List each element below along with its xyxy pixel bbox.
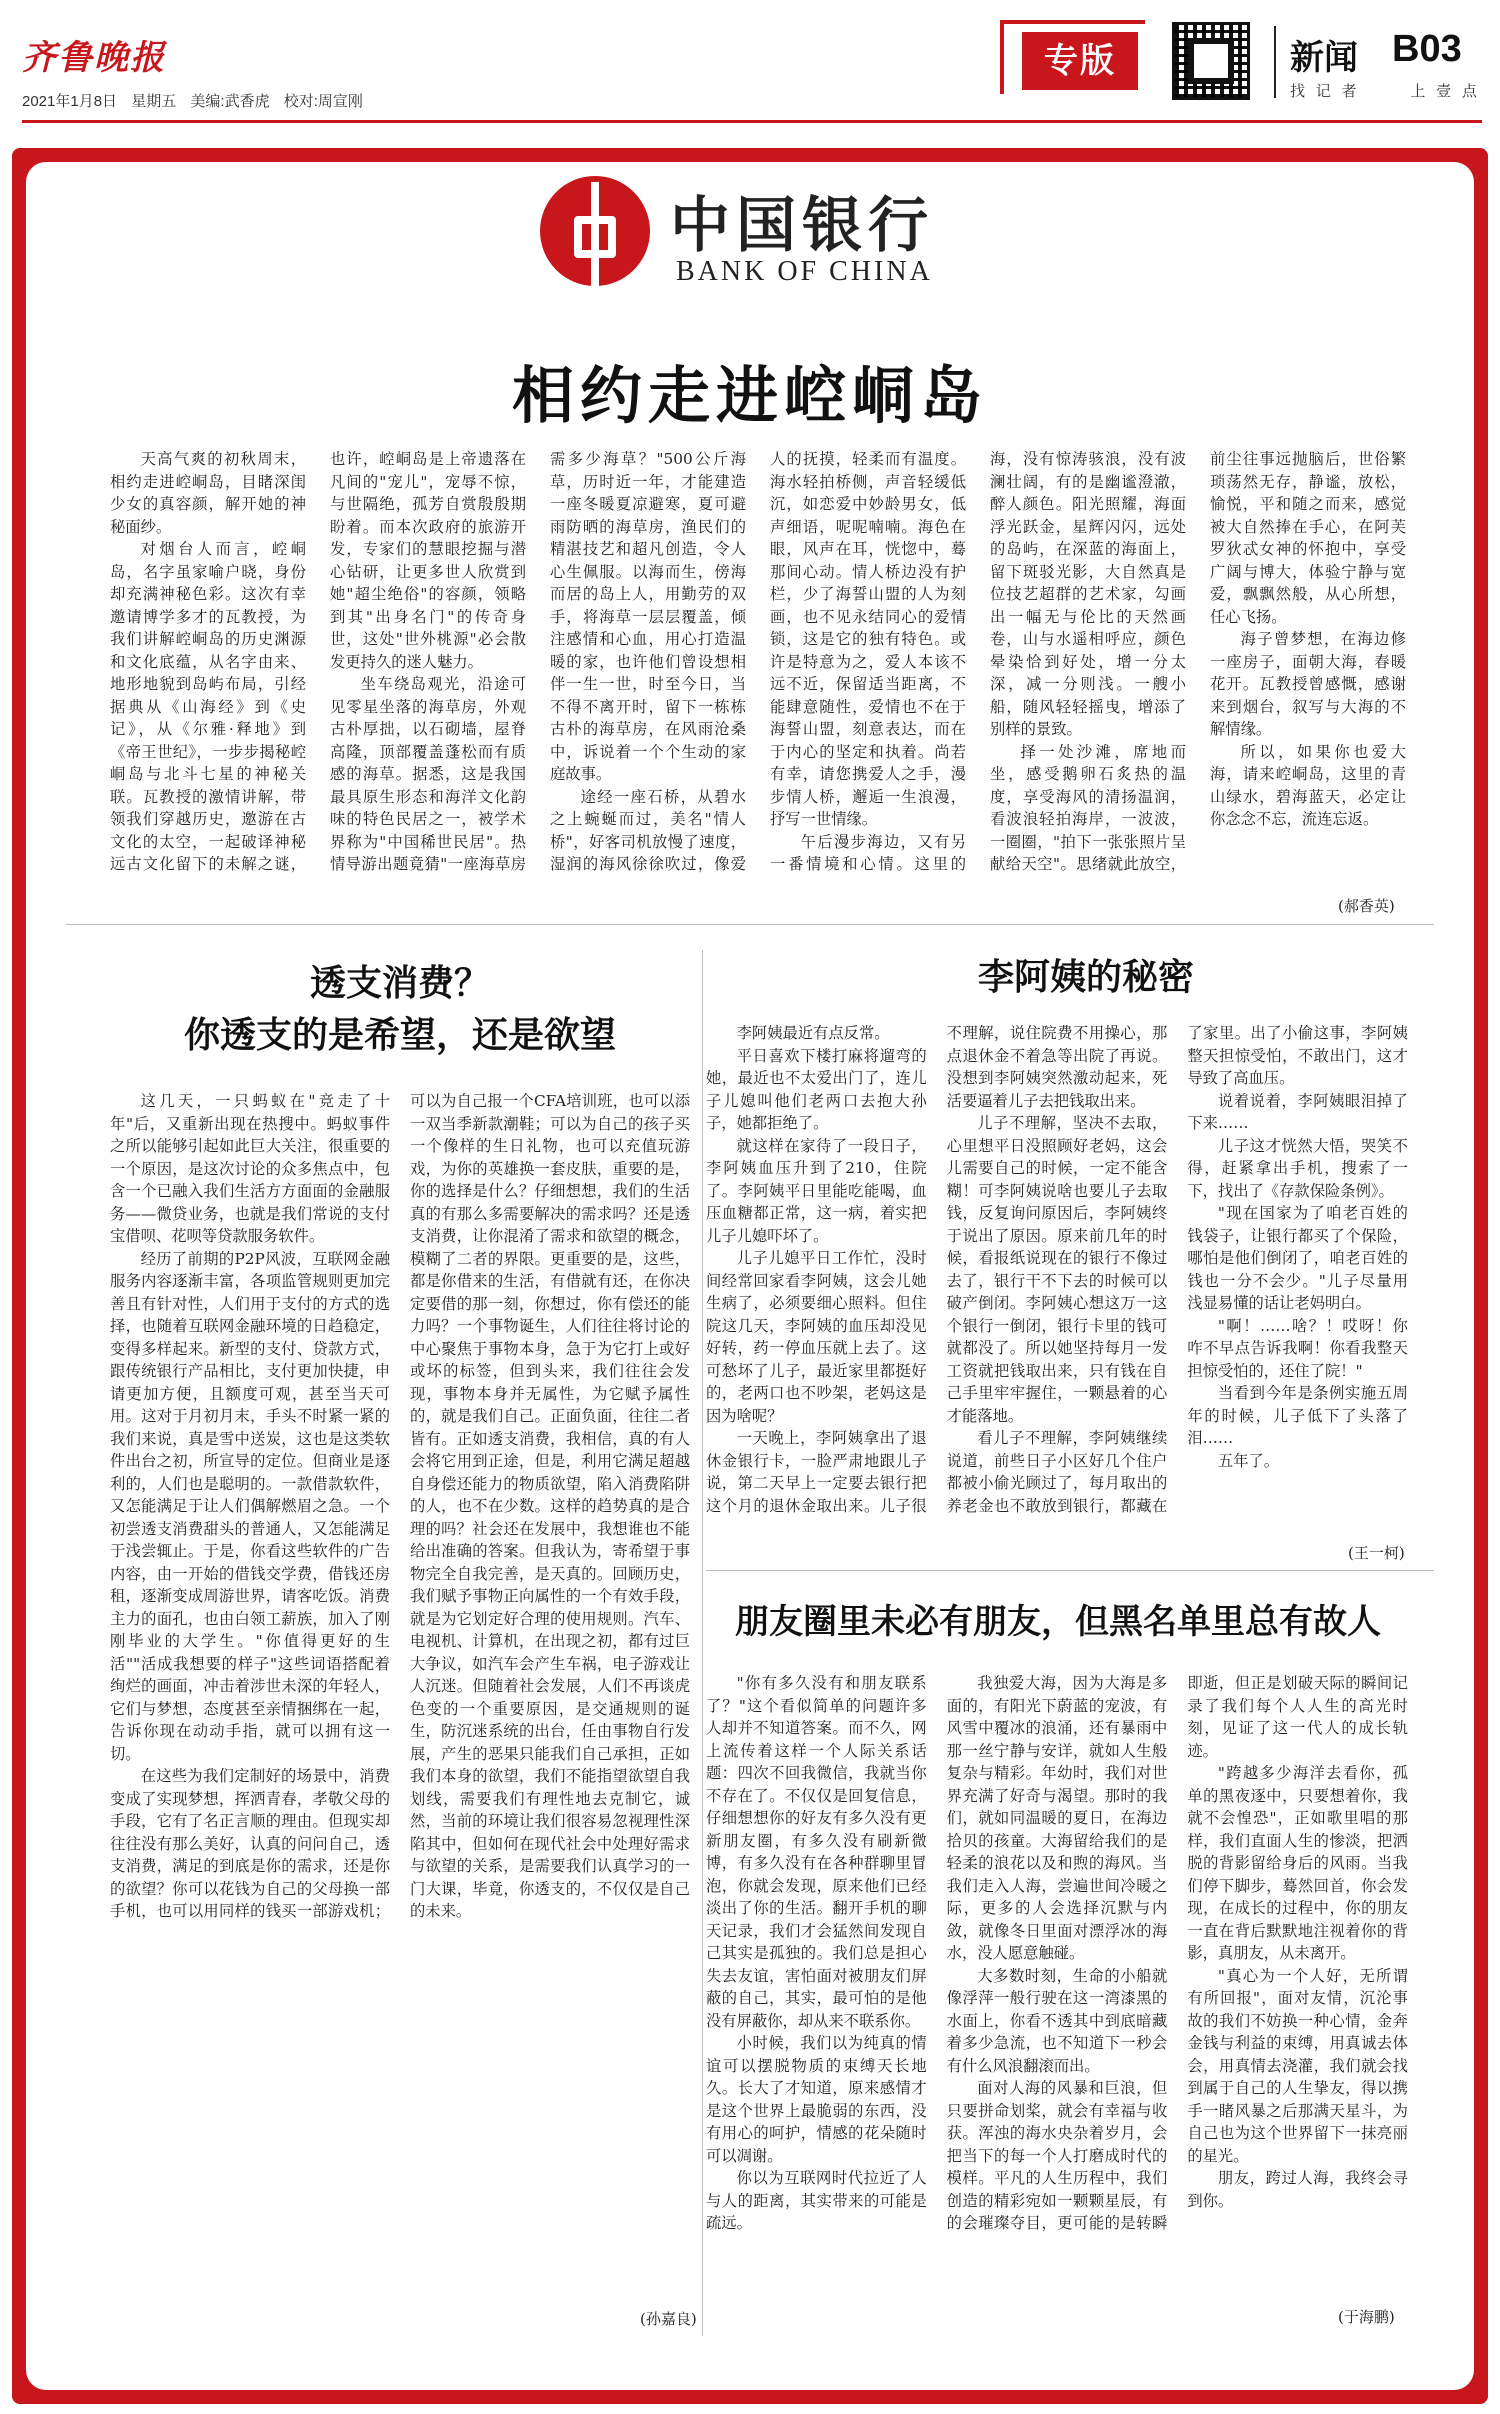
article3-paragraph: 看儿子不理解，李阿姨继续说道，前些日子小区好几个住户都被小偷光顾过了，每月取出的养老金也不敢放到银行，都藏在了家里。出了小偷这事，李阿姨整天担惊受怕，不敢出门，这才导致了高血压。 bbox=[946, 1024, 1408, 1515]
issue-date: 2021年1月8日 bbox=[22, 93, 118, 110]
qr-code-center bbox=[1188, 38, 1234, 84]
article1-paragraph: 对烟台人而言，崆峒岛，名字虽家喻户晓，身份却充满神秘色彩。这次有幸邀请博学多才的瓦教授，为我们讲解崆峒岛的历史渊源和文化底蕴，从名字由来、地形地貌到岛屿布局，引经据典从《山海经》到《史记》，从《尔雅·释地》到《帝王世纪》，一步步揭秘崆峒岛与北斗七星的神秘关联。瓦教授的激情讲解，带领我们穿越历史，邀游在古文化的太空，一起破译神秘远古文化留下的未解之谜，也许，崆峒岛是上帝遗落在凡间的"宠儿"，宠辱不惊，与世隔绝，孤芳自赏殷殷期盼着。而本次政府的旅游开发，专家们的慧眼挖掘与潜心钻研，让更多世人欣赏到她"超尘绝俗"的容颜，领略到其"出身名门"的传奇身世，这处"世外桃源"必会散发更持久的迷人魅力。 bbox=[110, 450, 526, 873]
article3-paragraph: 儿子儿媳平日工作忙，没时间经常回家看李阿姨，这会儿她生病了，必须要细心照料。但住院这几天，李阿姨的血压却没见好转，药一停血压就上去了。这可愁坏了儿子，最近家里都挺好的，老两口也不吵架，老妈这是因为啥呢？ bbox=[706, 1249, 927, 1425]
article4-paragraph: 面对人海的风暴和巨浪，但只要拼命划桨，就会有幸福与收获。浑浊的海水央杂着岁月，会把当下的每一个人打磨成时代的模样。平凡的人生历程中，我们创造的精彩宛如一颗颗星辰，有的会璀璨夺目，更可能的是转瞬即逝，但正是划破天际的瞬间记录了我们每个人人生的高光时刻，见证了这一代人的成长轨迹。 bbox=[946, 1674, 1408, 2232]
article4-paragraph: 大多数时刻，生命的小船就像浮萍一般行驶在这一湾漆黑的水面上，你看不透其中到底暗藏着多少急流，也不知道下一秒会有什么风浪翻滚而出。 bbox=[946, 1966, 1168, 2075]
logo-chinese: 中国银行 bbox=[670, 191, 934, 261]
article3-paragraph: 李阿姨最近有点反常。 bbox=[736, 1024, 890, 1042]
article3-body bbox=[706, 1022, 1408, 1562]
article3-paragraph: 一天晚上，李阿姨拿出了退休金银行卡，一脸严肃地跟儿子说，第二天早上一定要去银行把这个月的退休金取出来。儿子很不理解，说住院费不用操心，那点退休金不着急等出院了再说。没想到李阿姨突然激动起来，死活要逼着儿子去把钱取出来。 bbox=[706, 1024, 1168, 1515]
article2-author: (孙嘉良) bbox=[640, 2310, 697, 2328]
article4-paragraph: 小时候，我们以为纯真的情谊可以摆脱物质的束缚天长地久。长大了才知道，原来感情才是这个世界上最脆弱的东西，没有用心的呵护，情感的花朵随时可以凋谢。 bbox=[706, 2034, 927, 2165]
article1-paragraph: 途经一座石桥，从碧水之上蜿蜒而过，美名"情人桥"，好客司机放慢了速度，湿润的海风徐徐吹过，像爱人的抚摸，轻柔而有温度。海水轻拍桥侧，声音轻缓低沉，如恋爱中妙龄男女，低声细语，呢呢喃喃。海色在眼，风声在耳，恍惚中，蓦那间心动。情人桥边没有护栏，少了海誓山盟的人为刻画，也不见永结同心的爱情锁，这是它的独有特色。或许是特意为之，爱人本该不远不近，保留适当距离，不能肆意随性，爱情也不在于海誓山盟，刻意表达，而在于内心的坚定和执着。尚若有幸，请您携爱人之手，漫步情人桥，邂逅一生浪漫，抒写一世情缘。 bbox=[550, 450, 966, 873]
article1-paragraph: 所以，如果你也爱大海，请来崆峒岛，这里的青山绿水，碧海蓝天，必定让你念念不忘，流连忘返。 bbox=[1210, 742, 1406, 828]
article2-title-line1: 透支消费？ bbox=[309, 963, 490, 1004]
article4-paragraph: 朋友，跨过人海，我终会寻到你。 bbox=[1187, 2169, 1408, 2210]
boc-logo-icon bbox=[540, 176, 650, 286]
article3-author: (王一柯) bbox=[1348, 1544, 1405, 1562]
article1-paragraph: 坐车绕岛观光，沿途可见零星坐落的海草房，外观古朴厚拙，以石砌墙，屋脊高隆，顶部覆盖蓬松而有质感的海草。据悉，这是我国最具原生形态和海洋文化韵味的特色民居之一，被学术界称为"中国稀世民居"。热情导游出题竟猜"一座海草房需多少海草？"500公斤海草，历时近一年，才能建造一座冬暖夏凉避寒，夏可避雨防晒的海草房，渔民们的精湛技艺和超凡创造，令人心生佩服。以海而生，傍海而居的岛上人，用勤劳的双手，将海草一层层覆盖，倾注感情和心血，用心打造温暖的家，也许他们曾设想相伴一生一世，时至今日，当不得不离开时，留下一栋栋古朴的海草房，在风雨沧桑中，诉说着一个个生动的家庭故事。 bbox=[330, 450, 746, 873]
article3-paragraph: "现在国家为了咱老百姓的钱袋子，让银行都买了个保险，哪怕是他们倒闭了，咱老百姓的钱也一分不会少。"儿子尽量用浅显易懂的话让老妈明白。 bbox=[1187, 1204, 1408, 1312]
article2-paragraph: 经历了前期的P2P风波，互联网金融服务内容逐渐丰富，各项监管规则更加完善且有针对性，人们用于支付的方式的选择，也随着互联网金融环境的日趋稳定，变得多样起来。新型的支付、贷款方式，跟传统银行产品相比，支付更加快捷，申请更加方便，且额度可观，甚至当天可用。这对于月初月末，手头不时紧一紧的我们来说，真是雪中送炭，这也是这类软件出台之初，所宣导的定位。但商业是逐利的，人们也是聪明的。一款借款软件，又怎能满足于让人们偶解燃眉之急。一个初尝透支消费甜头的普通人，又怎能满足于浅尝辄止。于是，你看这些软件的广告内容，由一开始的借钱交学费，借钱还房租，逐渐变成周游世界，请客吃饭。消费主力的面孔，也由白领工薪族，加入了刚刚毕业的大学生。"你值得更好的生活""活成我想要的样子"这些词语搭配着绚烂的画面，冲击着涉世未深的年轻人，它们与梦想，态度甚至亲情捆绑在一起，告诉你现在动动手指，就可以拥有这一切。 bbox=[110, 1249, 390, 1763]
article1-paragraph: 天高气爽的初秋周末，相约走进崆峒岛，目睹深闺少女的真容颜，解开她的神秘面纱。 bbox=[110, 450, 306, 536]
masthead bbox=[22, 20, 1482, 120]
article2-body bbox=[110, 1090, 690, 2322]
article1-paragraph: 午后漫步海边，又有另一番情境和心情。这里的海，没有惊涛骇浪，没有波澜壮阔，有的是幽谧澄澈，醉人颜色。阳光照耀，海面浮光跃金，星辉闪闪，远处的岛屿，在深蓝的海面上，留下斑驳光影，大自然真是位技艺超群的艺术家，勾画出一幅无与伦比的天然画卷，山与水遥相呼应，颜色晕染恰到好处，增一分太深，减一分则浅。一艘小船，随风轻轻摇曳，增添了别样的景致。 bbox=[770, 450, 1186, 873]
article3-paragraph: 就这样在家待了一段日子，李阿姨血压升到了210，住院了。李阿姨平日里能吃能喝，血压血糖都正常，这一病，着实把儿子儿媳吓坏了。 bbox=[706, 1136, 927, 1245]
article2-title bbox=[160, 958, 640, 1062]
article1-author: (郝香英) bbox=[1338, 897, 1395, 915]
bank-of-china-logo bbox=[540, 170, 960, 290]
article2-paragraph: 这几天，一只蚂蚁在"竞走了十年"后，又重新出现在热搜中。蚂蚁事件之所以能够引起如此巨大关注，很重要的一个原因，是这次讨论的众多焦点中，包含一个已融入我们生活方方面面的金融服务——微贷业务，也就是我们常说的支付宝借呗、花呗等贷款服务软件。 bbox=[110, 1092, 390, 1245]
issue-info bbox=[22, 90, 363, 111]
special-edition-badge: 专版 bbox=[1022, 32, 1138, 90]
contact-labels bbox=[1290, 80, 1477, 101]
article4-paragraph: 你以为互联网时代拉近了人与人的距离，其实带来的可能是疏远。 bbox=[706, 2169, 927, 2232]
article1-paragraph: 择一处沙滩，席地而坐，感受鹅卵石炙热的温度，享受海风的清扬温润，看波浪轻拍海岸，一波波，一圈圈，"拍下一张张照片呈献给天空"。思绪就此放空，前尘往事远抛脑后，世俗繁琐荡然无存，静谧，放松，愉悦，平和随之而来，感觉被大自然捧在手心，在阿芙罗狄忒女神的怀抱中，享受广阔与博大，体验宁静与宽爱，飘飘然般，从心所想，任心飞扬。 bbox=[990, 450, 1406, 873]
app-label: 上 壹 点 bbox=[1410, 82, 1477, 100]
logo-english: BANK OF CHINA bbox=[676, 256, 933, 287]
masthead-divider bbox=[1274, 26, 1276, 98]
article2-paragraph: 在这些为我们定制好的场景中，消费变成了实现梦想，挥洒青春，孝敬父母的手段，它有了名正言顺的理由。但现实却往往没有那么美好，认真的问问自己，透支消费，满足的到底是你的需求，还是你的欲望？你可以花钱为自己的父母换一部手机，也可以用同样的钱买一部游戏机；可以为自己报一个CFA培训班，也可以添一双当季新款潮鞋；可以为自己的孩子买一个像样的生日礼物，也可以充值玩游戏，为你的英雄换一套皮肤，重要的是，你的选择是什么？仔细想想，我们的生活真的有那么多需要解决的需求吗？还是透支消费，让你混淆了需求和欲望的概念，模糊了二者的界限。更重要的是，这些，都是你借来的生活，有借就有还，在你决定要借的那一刻，你想过，你有偿还的能力吗？一个事物诞生，人们往往将讨论的中心聚焦于事物本身，急于为它打上或好或坏的标签，但到头来，我们往往会发现，事物本身并无属性，为它赋予属性的，就是我们自己。正面负面，往往二者皆有。正如透支消费，我相信，真的有人会将它用到正途，但是，利用它满足超越自身偿还能力的物质欲望，陷入消费陷阱的人，也不在少数。这样的趋势真的是合理的吗？社会还在发展中，我想谁也不能给出准确的答案。但我认为，寄希望于事物完全自我完善，是天真的。回顾历史，我们赋予事物正向属性的一个有效手段，就是为它划定好合理的使用规则。汽车、电视机、计算机，在出现之初，都有过巨大争议，如汽车会产生车祸，电子游戏让人沉迷。但随着社会发展，人们不再谈虎色变的一个重要原因，是交通规则的诞生，防沉迷系统的出台，任由事物自行发展，产生的恶果只能我们自己承担，正如我们本身的欲望，我们不能指望欲望自我划线，需要我们有理性地去克制它，诚然，当前的环境让我们很容易忽视理性深陷其中，但如何在现代社会中处理好需求与欲望的关系，是需要我们认真学习的一门大课，毕竟，你透支的，不仅仅是自己的未来。 bbox=[110, 1092, 690, 1920]
section-name: 新闻 bbox=[1290, 38, 1358, 78]
article3-paragraph: 五年了。 bbox=[1217, 1451, 1280, 1470]
article3-paragraph: 说着说着，李阿姨眼泪掉了下来…… bbox=[1187, 1091, 1408, 1132]
article3-paragraph: 儿子不理解，坚决不去取，心里想平日没照顾好老妈，这会儿需要自己的时候，一定不能含糊！可李阿姨说啥也要儿子去取钱，反复询问原因后，李阿姨终于说出了原因。原来前几年的时候，看报纸说现在的银行不像过去了，银行干不下去的时候可以破产倒闭。李阿姨心想这万一这个银行一倒闭，银行卡里的钱可就都没了。所以她坚持每月一发工资就把钱取出来，只有钱在自己手里牢牢握住，一颗悬着的心才能落地。 bbox=[946, 1114, 1168, 1425]
reporter-label: 找 记 者 bbox=[1290, 82, 1357, 100]
art-editor: 美编:武香虎 bbox=[190, 93, 270, 110]
article4-title: 朋友圈里未必有朋友，但黑名单里总有故人 bbox=[735, 1602, 1381, 1642]
article1-body bbox=[110, 448, 1406, 910]
article4-body bbox=[706, 1672, 1408, 2306]
page-number: B03 bbox=[1392, 28, 1462, 70]
proofreader: 校对:周宣刚 bbox=[283, 93, 363, 110]
article1-paragraph: 海子曾梦想，在海边修一座房子，面朝大海，春暖花开。瓦教授曾感慨，感谢来到烟台，叙写与大海的不解情缘。 bbox=[1210, 630, 1406, 738]
article2-title-line2: 你透支的是希望，还是欲望 bbox=[183, 1015, 616, 1056]
article1-title: 相约走进崆峒岛 bbox=[511, 359, 988, 432]
article4-paragraph: "你有多久没有和朋友联系了？"这个看似简单的问题许多人却并不知道答案。而不久，网上流传着这样一个人际关系话题：四次不回我微信，我就当你不存在了。不仅仅是回复信息，仔细想想你的好友有多久没有更新朋友圈，有多久没有刷新微博，有多久没有在各种群聊里冒泡，你就会发现，原来他们已经淡出了你的生活。翻开手机的聊天记录，我们才会猛然间发现自己其实是孤独的。我们总是担心失去友谊，害怕面对被朋友们屏蔽的自己，其实，最可怕的是他没有屏蔽你，却从来不联系你。 bbox=[706, 1674, 927, 2030]
masthead-rule bbox=[22, 120, 1482, 123]
article3-paragraph: 当看到今年是条例实施五周年的时候，儿子低下了头落了泪…… bbox=[1187, 1384, 1408, 1447]
article4-paragraph: 我独爱大海，因为大海是多面的，有阳光下蔚蓝的宠波，有风雪中覆冰的浪涌，还有暴雨中那一丝宁静与安详，就如人生般复杂与精彩。年幼时，我们对世界充满了好奇与渴望。那时的我们，就如同温暖的夏日，在海边拾贝的孩童。大海留给我们的是轻柔的浪花以及和煦的海风。当我们走入人海，尝遍世间冷暖之际，更多的人会选择沉默与内敛，就像冬日里面对漂浮冰的海水，没人愿意触碰。 bbox=[946, 1674, 1168, 1962]
article3-paragraph: 儿子这才恍然大悟，哭笑不得，赶紧拿出手机，搜索了一下，找出了《存款保险条例》。 bbox=[1187, 1136, 1408, 1200]
issue-weekday: 星期五 bbox=[131, 93, 177, 110]
article3-paragraph: 平日喜欢下楼打麻将遛弯的她，最近也不太爱出门了，连儿子儿媳叫他们老两口去抱大孙子，她都拒绝了。 bbox=[706, 1046, 927, 1132]
article3-paragraph: "啊！……啥？！哎呀！你咋不早点告诉我啊！你看我整天担惊受怕的，还住了院！" bbox=[1187, 1316, 1408, 1380]
paper-name: 齐鲁晚报 bbox=[22, 38, 166, 78]
article4-paragraph: "真心为一个人好，无所谓有所回报"，面对友情，沉沦事故的我们不妨换一种心情，金奔金钱与利益的束缚，用真诚去体会，用真情去浇灌，我们就会找到属于自己的人生挚友，得以携手一睹风暴之后那满天星斗，为自己也为这个世界留下一抹亮丽的星光。 bbox=[1187, 1966, 1408, 2165]
article3-title: 李阿姨的秘密 bbox=[977, 957, 1194, 998]
article4-author: (于海鹏) bbox=[1338, 2308, 1395, 2326]
article4-paragraph: "跨越多少海洋去看你，孤单的黑夜逐中，只要想着你，我就不会惶恐"，正如歌里唱的那样，我们直面人生的惨淡，把洒脱的背影留给身后的风雨。当我们停下脚步，蓦然回首，你会发现，在成长的过程中，你的朋友一直在背后默默地注视着你的背影，真朋友，从未离开。 bbox=[1187, 1764, 1408, 1962]
